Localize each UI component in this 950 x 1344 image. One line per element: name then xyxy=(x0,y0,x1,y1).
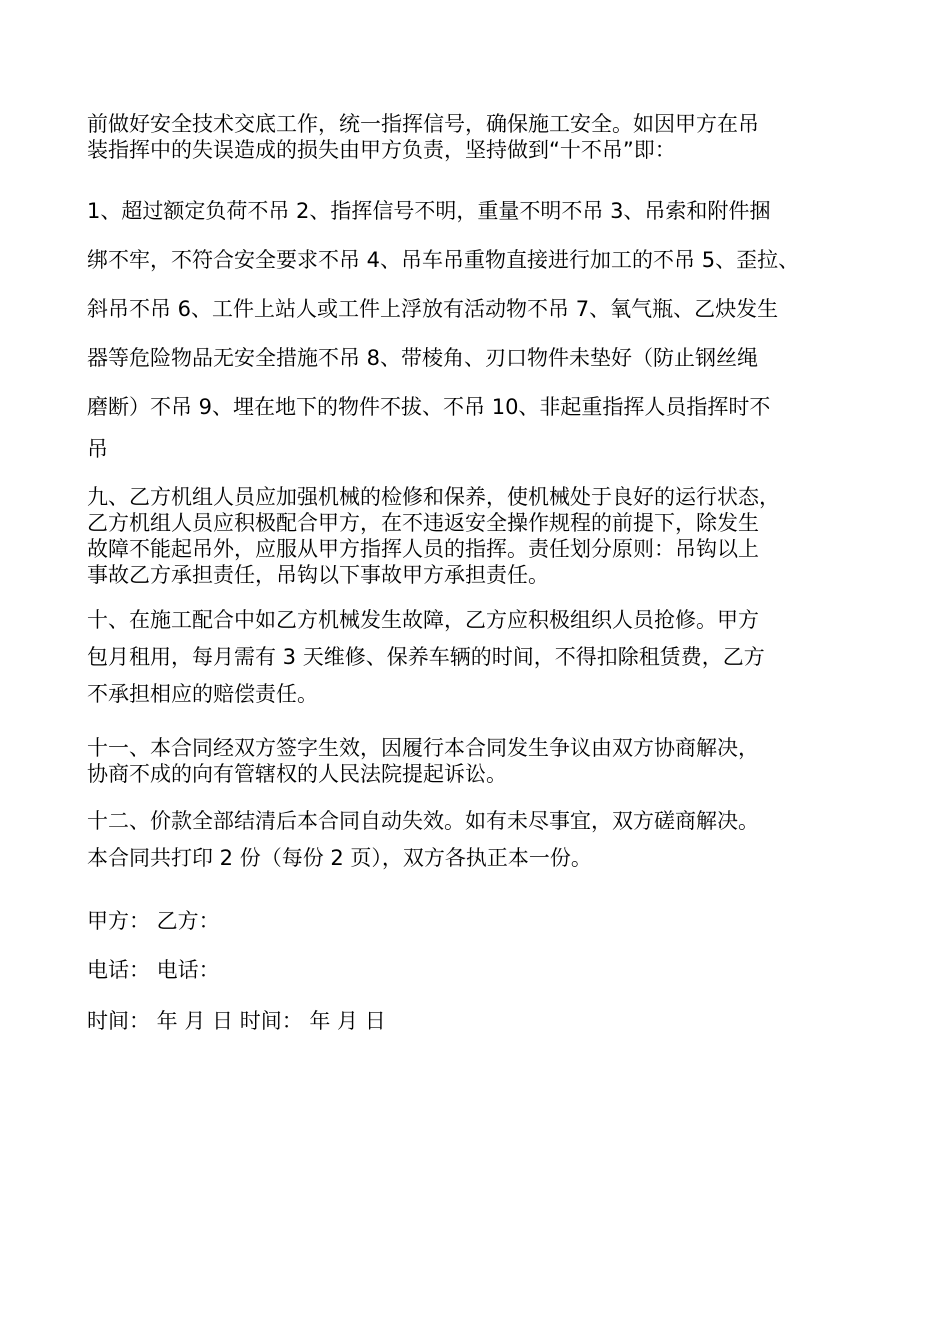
text-line: 前做好安全技术交底工作，统一指挥信号，确保施工安全。如因甲方在吊 xyxy=(87,112,759,136)
text-line: 事故乙方承担责任，吊钩以下事故甲方承担责任。 xyxy=(87,563,549,587)
paragraph-clause-10 xyxy=(87,602,877,713)
signature-dates-line: 时间： 年 月 日 时间： 年 月 日 xyxy=(87,1009,386,1033)
text-line: 故障不能起吊外，应服从甲方指挥人员的指挥。责任划分原则：吊钩以上 xyxy=(87,537,759,561)
text-line: 器等危险物品无安全措施不吊 8、带棱角、刃口物件未垫好（防止钢丝绳 xyxy=(87,346,759,370)
text-line: 绑不牢，不符合安全要求不吊 4、吊车吊重物直接进行加工的不吊 5、歪拉、 xyxy=(87,248,800,272)
paragraph-clause-9 xyxy=(87,484,877,588)
signature-phones xyxy=(87,955,877,985)
text-line: 斜吊不吊 6、工件上站人或工件上浮放有活动物不吊 7、氧气瓶、乙炔发生 xyxy=(87,297,779,321)
signature-parties xyxy=(87,906,877,936)
text-line: 乙方机组人员应积极配合甲方，在不违返安全操作规程的前提下，除发生 xyxy=(87,511,759,535)
text-line: 磨断）不吊 9、埋在地下的物件不拔、不吊 10、非起重指挥人员指挥时不 xyxy=(87,395,771,419)
text-line: 吊 xyxy=(87,437,108,461)
text-line: 九、乙方机组人员应加强机械的检修和保养，使机械处于良好的运行状态， xyxy=(87,485,780,509)
paragraph-clause-11 xyxy=(87,735,877,787)
text-line: 十二、价款全部结清后本合同自动失效。如有未尽事宜，双方磋商解决。 xyxy=(87,809,759,833)
text-line: 包月租用，每月需有 3 天维修、保养车辆的时间，不得扣除租赁费，乙方 xyxy=(87,645,765,669)
text-line: 十一、本合同经双方签字生效，因履行本合同发生争议由双方协商解决， xyxy=(87,736,759,760)
text-line: 十、在施工配合中如乙方机械发生故障，乙方应积极组织人员抢修。甲方 xyxy=(87,608,759,632)
signature-phones-line: 电话： 电话： xyxy=(87,958,220,982)
contract-page xyxy=(87,0,877,1344)
signature-dates xyxy=(87,1006,877,1036)
paragraph-ten-no-lift-list xyxy=(87,187,877,467)
text-line: 协商不成的向有管辖权的人民法院提起诉讼。 xyxy=(87,762,507,786)
signature-parties-line: 甲方： 乙方： xyxy=(87,909,220,933)
text-line: 不承担相应的赔偿责任。 xyxy=(87,682,318,706)
text-line: 装指挥中的失误造成的损失由甲方负责，坚持做到“十不吊”即： xyxy=(87,138,676,162)
paragraph-intro xyxy=(87,111,877,163)
text-line: 1、超过额定负荷不吊 2、指挥信号不明，重量不明不吊 3、吊索和附件捆 xyxy=(87,199,771,223)
text-line: 本合同共打印 2 份（每份 2 页），双方各执正本一份。 xyxy=(87,846,592,870)
paragraph-clause-12 xyxy=(87,803,877,877)
